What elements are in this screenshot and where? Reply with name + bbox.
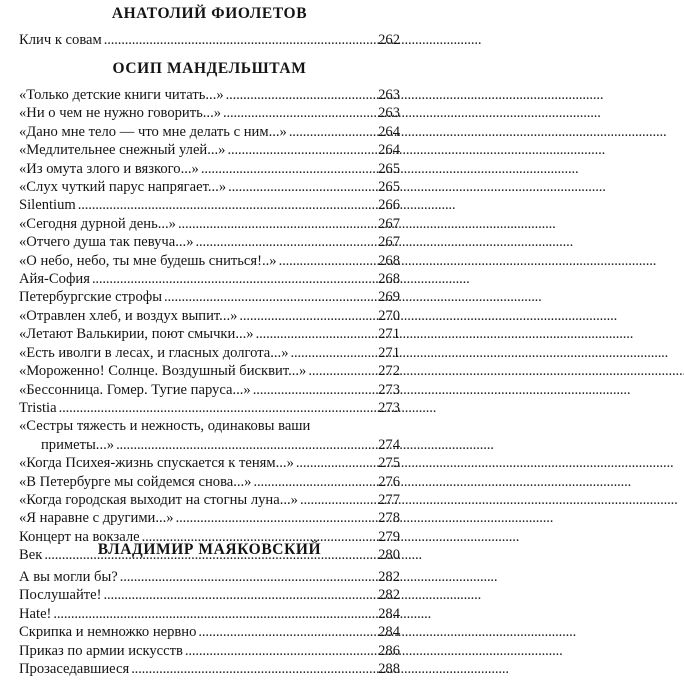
entry-page-number: 282 <box>378 587 400 604</box>
entry-title: «Отчего душа так певуча...» <box>19 234 194 251</box>
author-heading: ВЛАДИМИР МАЯКОВСКИЙ <box>97 541 322 558</box>
entry-page-number: 271 <box>378 326 400 343</box>
leader-dots <box>253 381 376 399</box>
leader-dots <box>92 270 376 288</box>
leader-dots <box>227 141 376 159</box>
entry-list <box>19 568 400 678</box>
toc-entry <box>19 509 400 527</box>
toc-entry <box>19 31 400 49</box>
leader-dots <box>120 568 376 586</box>
entry-page-number: 268 <box>378 271 400 288</box>
entry-page-number: 286 <box>378 642 400 659</box>
entry-title: А вы могли бы? <box>19 569 118 585</box>
entry-title: «Из омута злого и вязкого...» <box>19 160 199 177</box>
entry-title: «Есть иволги в лесах, и гласных долгота...» <box>19 344 289 361</box>
toc-entry <box>19 454 400 472</box>
leader-dots <box>253 473 376 491</box>
entry-page-number: 264 <box>378 142 400 159</box>
toc-entry <box>19 605 400 623</box>
toc-entry <box>19 86 400 104</box>
entry-page-number: 271 <box>378 344 400 361</box>
entry-page-number: 267 <box>378 215 400 232</box>
entry-page-number: 264 <box>378 123 400 140</box>
toc-entry <box>19 270 400 288</box>
toc-entry <box>19 417 400 454</box>
entry-page-number: 280 <box>378 547 400 564</box>
toc-entry <box>19 288 400 306</box>
toc-entry <box>19 141 400 159</box>
toc-entry <box>19 325 400 343</box>
entry-page-number: 279 <box>378 528 400 545</box>
toc-entry <box>19 215 400 233</box>
leader-dots <box>223 104 376 122</box>
entry-title: «Медлительнее снежный улей...» <box>19 142 226 159</box>
entry-page-number: 277 <box>378 491 400 508</box>
entry-title: Прозаседавшиеся <box>19 661 130 678</box>
entry-title: «Сегодня дурной день...» <box>19 215 176 232</box>
toc-entry <box>19 104 400 122</box>
entry-page-number: 273 <box>378 399 400 416</box>
entry-title: Hate! <box>19 605 52 622</box>
toc-entry <box>19 123 400 141</box>
entry-page-number: 272 <box>378 363 400 380</box>
toc-entry <box>19 568 400 586</box>
entry-title: Послушайте! <box>19 587 102 604</box>
leader-dots <box>178 215 376 233</box>
entry-page-number: 265 <box>378 179 400 196</box>
entry-page-number: 270 <box>378 307 400 324</box>
leader-dots <box>198 623 376 641</box>
toc-entry <box>19 178 400 196</box>
entry-title: «Я наравне с другими...» <box>19 510 174 527</box>
leader-dots <box>78 196 376 214</box>
entry-page-number: 278 <box>378 510 400 527</box>
leader-dots <box>104 586 377 604</box>
toc-entry <box>19 307 400 325</box>
leader-dots <box>279 252 377 270</box>
entry-title: «Бессонница. Гомер. Тугие паруса...» <box>19 381 251 398</box>
entry-title: Скрипка и немножко нервно <box>19 624 197 641</box>
entry-title: «Только детские книги читать...» <box>19 87 224 103</box>
entry-title: «В Петербурге мы сойдемся снова...» <box>19 473 252 490</box>
toc-entry <box>19 362 400 380</box>
leader-dots <box>116 436 376 454</box>
entry-title: «Дано мне тело — что мне делать с ним...» <box>19 123 287 140</box>
entry-title: «Когда городская выходит на стогны луна...» <box>19 491 298 508</box>
toc-entry <box>19 491 400 509</box>
entry-page-number: 267 <box>378 234 400 251</box>
toc-entry <box>19 252 400 270</box>
leader-dots <box>196 233 377 251</box>
leader-dots <box>164 288 376 306</box>
entry-title: Tristia <box>19 399 57 416</box>
leader-dots <box>308 362 376 380</box>
entry-title: «Слух чуткий парус напрягает...» <box>19 179 227 196</box>
leader-dots <box>291 344 377 362</box>
entry-page-number: 274 <box>378 436 400 453</box>
entry-title: Айя-София <box>19 271 90 288</box>
toc-entry <box>19 233 400 251</box>
entry-title-continued: приметы...» <box>41 436 115 453</box>
leader-dots <box>256 325 377 343</box>
toc-entry <box>19 586 400 604</box>
entry-page-number: 282 <box>378 569 400 585</box>
entry-title: «Мороженно! Солнце. Воздушный бисквит...» <box>19 363 307 380</box>
leader-dots <box>228 178 376 196</box>
leader-dots <box>53 605 376 623</box>
leader-dots <box>226 86 376 104</box>
entry-title: Приказ по армии искусств <box>19 642 183 659</box>
toc-entry <box>19 160 400 178</box>
entry-page-number: 276 <box>378 473 400 490</box>
entry-list <box>19 31 400 49</box>
leader-dots <box>296 454 376 472</box>
leader-dots <box>289 123 376 141</box>
author-heading: АНАТОЛИЙ ФИОЛЕТОВ <box>111 5 308 22</box>
entry-page-number: 275 <box>378 455 400 472</box>
toc-entry <box>19 344 400 362</box>
entry-page-number: 263 <box>378 87 400 103</box>
entry-title: «Ни о чем не нужно говорить...» <box>19 105 222 122</box>
entry-page-number: 269 <box>378 289 400 306</box>
leader-dots <box>104 31 376 49</box>
toc-entry <box>19 623 400 641</box>
toc-entry <box>19 660 400 678</box>
entry-page-number: 263 <box>378 105 400 122</box>
entry-title: «Сестры тяжесть и нежность, одинаковы ваши <box>19 418 311 435</box>
entry-page-number: 288 <box>378 661 400 678</box>
entry-page-number: 284 <box>378 624 400 641</box>
entry-page-number: 265 <box>378 160 400 177</box>
toc-entry <box>19 399 400 417</box>
leader-dots <box>185 642 376 660</box>
entry-page-number: 273 <box>378 381 400 398</box>
entry-title: «Отравлен хлеб, и воздух выпит...» <box>19 307 238 324</box>
entry-title: «О небо, небо, ты мне будешь сниться!..» <box>19 252 277 269</box>
entry-list <box>19 86 400 565</box>
entry-title: Век <box>19 547 43 564</box>
entry-page-number: 266 <box>378 197 400 214</box>
author-heading: ОСИП МАНДЕЛЬШТАМ <box>112 60 307 77</box>
leader-dots <box>59 399 377 417</box>
entry-title: Концерт на вокзале <box>19 528 140 545</box>
entry-title: «Летают Валькирии, поют смычки...» <box>19 326 254 343</box>
toc-entry <box>19 381 400 399</box>
toc-entry <box>19 473 400 491</box>
leader-dots <box>176 509 377 527</box>
entry-title: Петербургские строфы <box>19 289 163 306</box>
toc-entry <box>19 642 400 660</box>
entry-title: Silentium <box>19 197 76 214</box>
leader-dots <box>131 660 376 678</box>
entry-page-number: 268 <box>378 252 400 269</box>
toc-entry <box>19 196 400 214</box>
leader-dots <box>201 160 376 178</box>
entry-title: Клич к совам <box>19 32 102 48</box>
leader-dots <box>300 491 376 509</box>
entry-title: «Когда Психея-жизнь спускается к теням...» <box>19 455 294 472</box>
entry-page-number: 262 <box>378 32 400 48</box>
leader-dots <box>239 307 376 325</box>
entry-page-number: 284 <box>378 605 400 622</box>
